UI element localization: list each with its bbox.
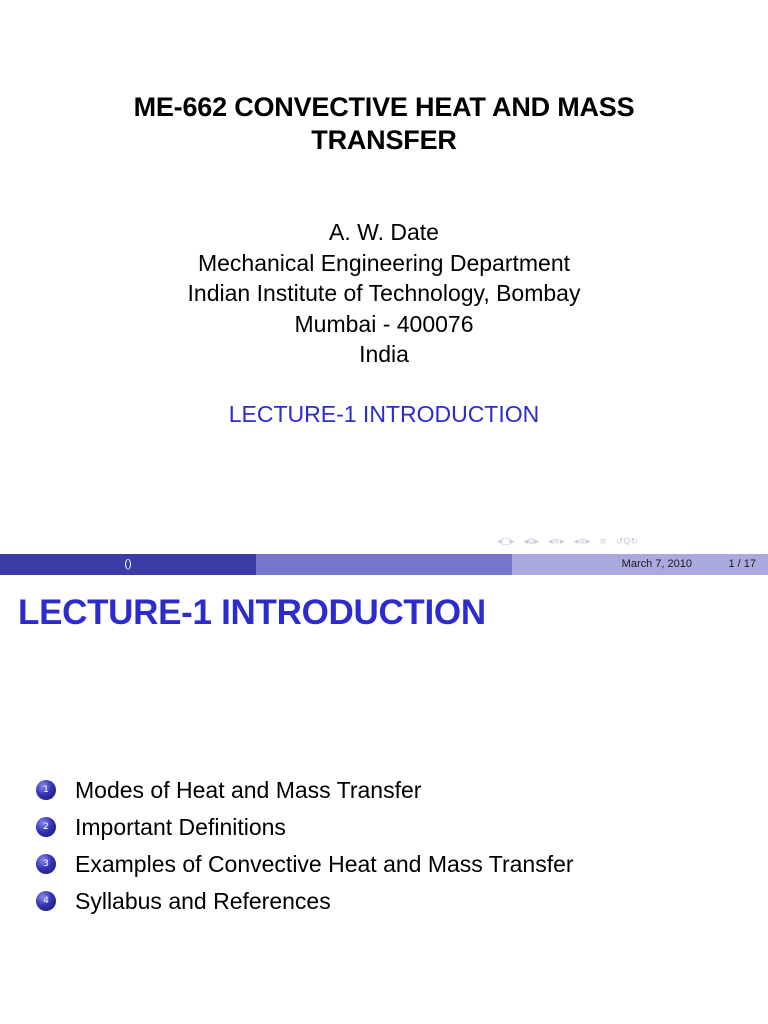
- outline-item-label: Syllabus and References: [75, 887, 331, 914]
- author-institute: Indian Institute of Technology, Bombay: [187, 280, 581, 306]
- outline-item-label: Important Definitions: [75, 813, 286, 840]
- nav-prev-icon[interactable]: ◂: [548, 537, 553, 547]
- outline-slide: [0, 575, 768, 1024]
- footer-bar: [0, 554, 768, 575]
- outline-item: [36, 771, 736, 808]
- numbered-ball-icon: 3: [36, 854, 56, 874]
- numbered-ball-icon: 1: [36, 780, 56, 800]
- nav-section-icon[interactable]: ≡: [578, 537, 586, 547]
- frame-title: LECTURE-1 INTRODUCTION: [18, 593, 486, 632]
- nav-document-icon[interactable]: ≡: [599, 537, 607, 547]
- outline-item: [36, 808, 736, 845]
- nav-next-icon[interactable]: ▸: [560, 537, 565, 547]
- course-title-line: TRANSFER: [311, 125, 457, 155]
- nav-frame-icon[interactable]: ⧉: [528, 537, 535, 547]
- nav-prev-icon[interactable]: ◂: [497, 537, 502, 547]
- footer-author-segment: [0, 554, 256, 575]
- outline-item: [36, 845, 736, 882]
- nav-prev-icon[interactable]: ◂: [573, 537, 579, 547]
- footer-date: March 7, 2010: [621, 558, 692, 570]
- author-country: India: [359, 341, 409, 367]
- footer-title-segment: [256, 554, 512, 575]
- author-department: Mechanical Engineering Department: [197, 249, 571, 276]
- numbered-ball-icon: 4: [36, 891, 56, 911]
- nav-subsection-icon[interactable]: ≡: [552, 537, 561, 547]
- nav-back-icon[interactable]: ↺: [615, 537, 624, 547]
- course-title: [40, 91, 728, 157]
- nav-prev-icon[interactable]: ◂: [523, 537, 529, 547]
- nav-slide-icon[interactable]: □: [501, 537, 511, 547]
- nav-next-icon[interactable]: ▸: [510, 537, 515, 547]
- outline-item: [36, 882, 736, 919]
- outline-item-label: Modes of Heat and Mass Transfer: [75, 776, 422, 803]
- beamer-navigation: [497, 535, 638, 549]
- footer-page-number: 1 / 17: [728, 558, 756, 570]
- lecture-title: LECTURE-1 INTRODUCTION: [228, 401, 540, 427]
- nav-next-icon[interactable]: ▸: [585, 537, 591, 547]
- outline-list: [36, 771, 736, 919]
- outline-item-label: Examples of Convective Heat and Mass Transfer: [75, 850, 574, 877]
- author-info: [40, 217, 728, 370]
- author-name: A. W. Date: [329, 219, 439, 245]
- nav-next-icon[interactable]: ▸: [534, 537, 540, 547]
- footer-author: (): [124, 558, 132, 570]
- numbered-ball-icon: 2: [36, 817, 56, 837]
- author-city: Mumbai - 400076: [294, 310, 474, 337]
- footer-date-segment: [512, 554, 768, 575]
- course-title-line: ME-662 CONVECTIVE HEAT AND MASS: [133, 92, 635, 122]
- nav-forward-icon[interactable]: ↻: [630, 537, 639, 547]
- nav-search-icon[interactable]: Q: [623, 537, 631, 547]
